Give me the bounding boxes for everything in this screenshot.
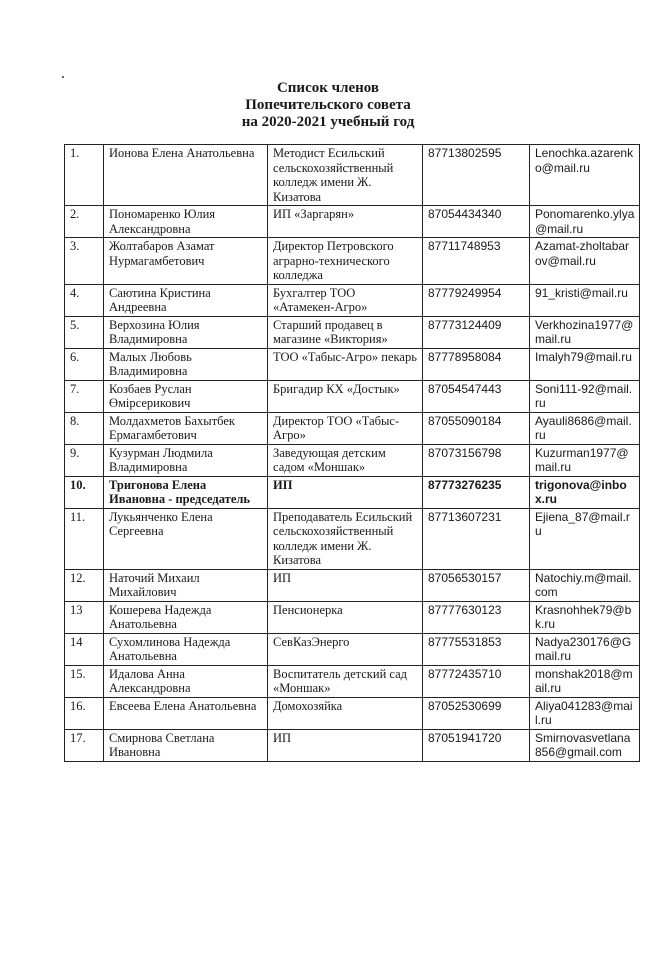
member-position: Директор Петровского аграрно-технического колледжа — [268, 238, 423, 285]
member-number: 15. — [65, 665, 104, 697]
table-row — [65, 412, 640, 444]
member-name: Тригонова Елена Ивановна - председатель — [104, 476, 268, 508]
member-number: 6. — [65, 348, 104, 380]
member-position: ТОО «Табыс-Агро» пекарь — [268, 348, 423, 380]
member-number: 16. — [65, 697, 104, 729]
member-position: Пенсионерка — [268, 601, 423, 633]
member-email: Aliya041283@mail.ru — [530, 697, 640, 729]
member-phone: 87773276235 — [423, 476, 530, 508]
table-row — [65, 508, 640, 569]
member-name: Наточий Михаил Михайлович — [104, 569, 268, 601]
member-number: 10. — [65, 476, 104, 508]
table-row — [65, 284, 640, 316]
members-table — [64, 144, 640, 762]
member-phone: 87055090184 — [423, 412, 530, 444]
member-phone: 87051941720 — [423, 729, 530, 761]
member-position: Воспитатель детский сад «Моншак» — [268, 665, 423, 697]
member-phone: 87054434340 — [423, 206, 530, 238]
member-position: ИП «Заргарян» — [268, 206, 423, 238]
member-position: Домохозяйка — [268, 697, 423, 729]
member-phone: 87056530157 — [423, 569, 530, 601]
member-position: Бухгалтер ТОО «Атамекен-Агро» — [268, 284, 423, 316]
member-email: Smirnovasvetlana856@gmail.com — [530, 729, 640, 761]
member-email: Verkhozina1977@mail.ru — [530, 316, 640, 348]
member-number: 3. — [65, 238, 104, 285]
member-name: Малых Любовь Владимировна — [104, 348, 268, 380]
member-email: Imalyh79@mail.ru — [530, 348, 640, 380]
table-row — [65, 206, 640, 238]
member-name: Евсеева Елена Анатольевна — [104, 697, 268, 729]
scan-speck — [62, 76, 64, 78]
member-name: Саютина Кристина Андреевна — [104, 284, 268, 316]
member-email: Kuzurman1977@mail.ru — [530, 444, 640, 476]
member-name: Молдахметов Бахытбек Ермагамбетович — [104, 412, 268, 444]
member-phone: 87054547443 — [423, 380, 530, 412]
member-number: 1. — [65, 145, 104, 206]
member-phone: 87713802595 — [423, 145, 530, 206]
title-line-1: Список членов — [276, 80, 380, 96]
member-position: СевКазЭнерго — [268, 633, 423, 665]
member-position: Бригадир КХ «Достык» — [268, 380, 423, 412]
member-position: ИП — [268, 729, 423, 761]
member-position: ИП — [268, 476, 423, 508]
member-name: Козбаев Руслан Өмірсерикович — [104, 380, 268, 412]
table-row — [65, 601, 640, 633]
table-row — [65, 665, 640, 697]
member-name: Верхозина Юлия Владимировна — [104, 316, 268, 348]
member-number: 4. — [65, 284, 104, 316]
table-row — [65, 348, 640, 380]
member-email: monshak2018@mail.ru — [530, 665, 640, 697]
member-phone: 87775531853 — [423, 633, 530, 665]
table-row — [65, 729, 640, 761]
member-position: Методист Есильский сельскохозяйственный колледж имени Ж. Кизатова — [268, 145, 423, 206]
member-phone: 87713607231 — [423, 508, 530, 569]
table-row — [65, 476, 640, 508]
member-email: Lenochka.azarenko@mail.ru — [530, 145, 640, 206]
table-row — [65, 238, 640, 285]
document-title — [0, 80, 656, 131]
table-row — [65, 380, 640, 412]
member-email: Nadya230176@Gmail.ru — [530, 633, 640, 665]
member-name: Кузурман Людмила Владимировна — [104, 444, 268, 476]
member-email: Azamat-zholtabarov@mail.ru — [530, 238, 640, 285]
member-position: Заведующая детским садом «Моншак» — [268, 444, 423, 476]
member-phone: 87778958084 — [423, 348, 530, 380]
member-email: Ejiena_87@mail.ru — [530, 508, 640, 569]
member-name: Лукьянченко Елена Сергеевна — [104, 508, 268, 569]
member-name: Смирнова Светлана Ивановна — [104, 729, 268, 761]
member-phone: 87773124409 — [423, 316, 530, 348]
member-number: 2. — [65, 206, 104, 238]
member-name: Идалова Анна Александровна — [104, 665, 268, 697]
member-phone: 87777630123 — [423, 601, 530, 633]
table-row — [65, 444, 640, 476]
member-number: 14 — [65, 633, 104, 665]
table-row — [65, 633, 640, 665]
title-line-3: на 2020-2021 учебный год — [241, 114, 415, 130]
member-email: Natochiy.m@mail.com — [530, 569, 640, 601]
member-email: Ayauli8686@mail.ru — [530, 412, 640, 444]
member-name: Пономаренко Юлия Александровна — [104, 206, 268, 238]
member-phone: 87052530699 — [423, 697, 530, 729]
member-position: ИП — [268, 569, 423, 601]
member-name: Жолтабаров Азамат Нурмагамбетович — [104, 238, 268, 285]
member-number: 13 — [65, 601, 104, 633]
table-row — [65, 697, 640, 729]
member-email: Krasnohhek79@bk.ru — [530, 601, 640, 633]
table-row — [65, 145, 640, 206]
member-position: Преподаватель Есильский сельскохозяйственный колледж имени Ж. Кизатова — [268, 508, 423, 569]
member-number: 7. — [65, 380, 104, 412]
member-phone: 87772435710 — [423, 665, 530, 697]
member-number: 8. — [65, 412, 104, 444]
member-position: Директор ТОО «Табыс-Агро» — [268, 412, 423, 444]
member-name: Сухомлинова Надежда Анатольевна — [104, 633, 268, 665]
member-number: 9. — [65, 444, 104, 476]
member-name: Кошерева Надежда Анатольевна — [104, 601, 268, 633]
member-number: 17. — [65, 729, 104, 761]
members-table-body — [65, 145, 640, 762]
member-email: Ponomarenko.ylya@mail.ru — [530, 206, 640, 238]
member-phone: 87073156798 — [423, 444, 530, 476]
member-phone: 87779249954 — [423, 284, 530, 316]
member-email: Soni111-92@mail.ru — [530, 380, 640, 412]
member-number: 11. — [65, 508, 104, 569]
table-row — [65, 569, 640, 601]
member-phone: 87711748953 — [423, 238, 530, 285]
member-number: 12. — [65, 569, 104, 601]
member-email: 91_kristi@mail.ru — [530, 284, 640, 316]
member-email: trigonova@inbox.ru — [530, 476, 640, 508]
title-line-2: Попечительского совета — [245, 97, 411, 113]
member-number: 5. — [65, 316, 104, 348]
table-row — [65, 316, 640, 348]
member-position: Старший продавец в магазине «Виктория» — [268, 316, 423, 348]
member-name: Ионова Елена Анатольевна — [104, 145, 268, 206]
